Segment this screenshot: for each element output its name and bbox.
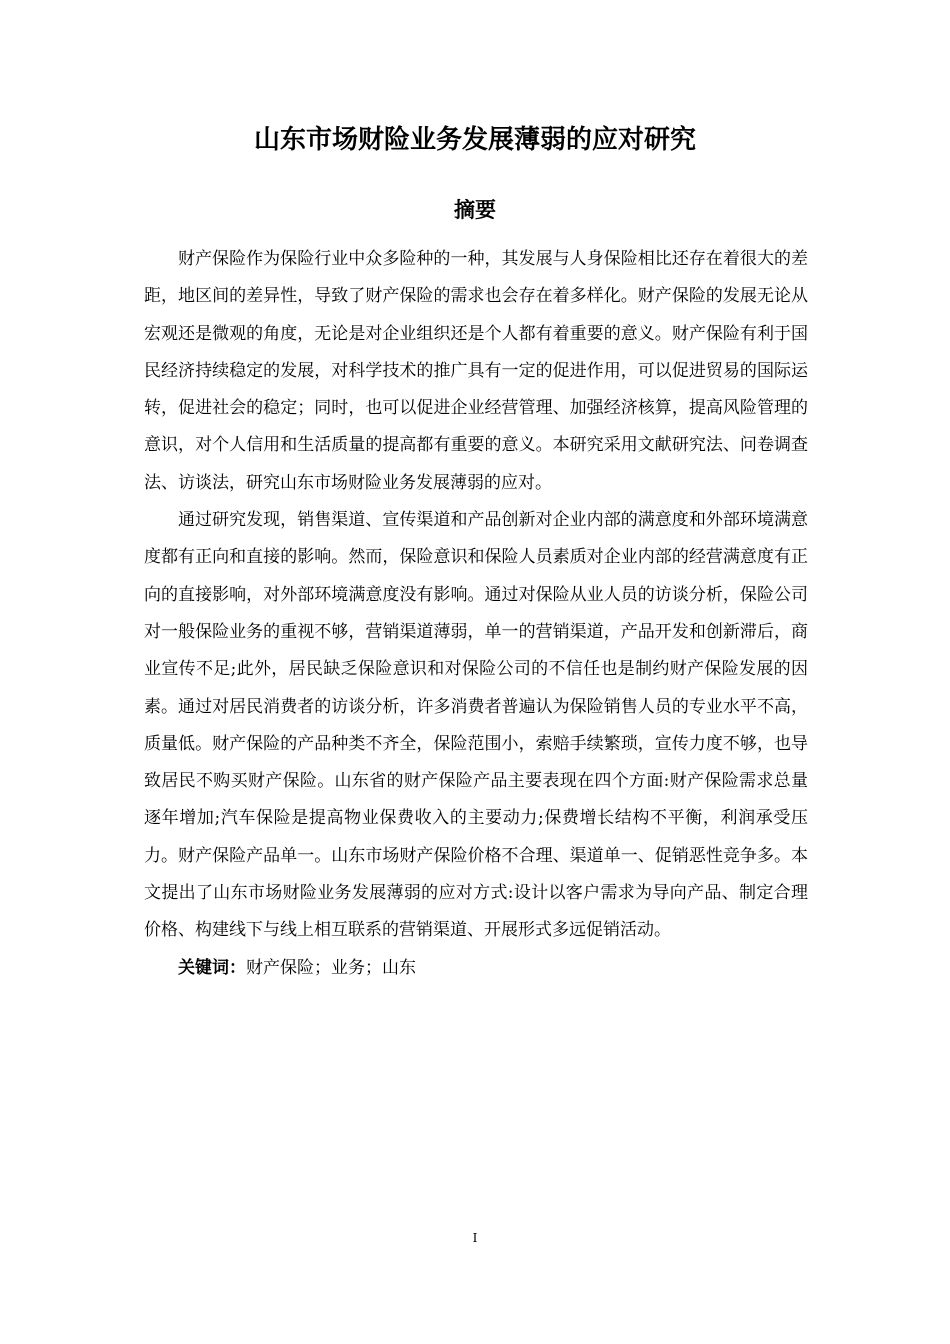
abstract-heading: 摘要 <box>454 198 496 222</box>
page-number: I <box>472 1231 478 1245</box>
abstract-paragraph: 财产保险作为保险行业中众多险种的一种，其发展与人身保险相比还存在着很大的差距，地区间的差异性，导致了财产保险的需求也会存在着多样化。财产保险的发展无论从宏观还是微观的角度，无论是对企业组织还是个人都有着重要的意义。财产保险有利于国民经济持续稳定的发展，对科学技术的推广具有一定的促进作用，可以促进贸易的国际运转，促进社会的稳定；同时，也可以促进企业经营管理、加强经济核算，提高风险管理的意识，对个人信用和生活质量的提高都有重要的意义。本研究采用文献研究法、问卷调查法、访谈法，研究山东市场财险业务发展薄弱的应对。 <box>144 249 808 493</box>
keywords-line <box>144 950 808 987</box>
keywords-value: 财产保险；业务；山东 <box>246 957 416 978</box>
document-title: 山东市场财险业务发展薄弱的应对研究 <box>253 125 696 155</box>
keywords-label: 关键词： <box>178 957 246 978</box>
abstract-paragraph: 通过研究发现，销售渠道、宣传渠道和产品创新对企业内部的满意度和外部环境满意度都有正向和直接的影响。然而，保险意识和保险人员素质对企业内部的经营满意度有正向的直接影响，对外部环境满意度没有影响。通过对保险从业人员的访谈分析，保险公司对一般保险业务的重视不够，营销渠道薄弱，单一的营销渠道，产品开发和创新滞后，商业宣传不足;此外，居民缺乏保险意识和对保险公司的不信任也是制约财产保险发展的因素。通过对居民消费者的访谈分析，许多消费者普遍认为保险销售人员的专业水平不高，质量低。财产保险的产品种类不齐全，保险范围小，索赔手续繁琐，宣传力度不够，也导致居民不购买财产保险。山东省的财产保险产品主要表现在四个方面:财产保险需求总量逐年增加;汽车保险是提高物业保费收入的主要动力;保费增长结构不平衡，利润承受压力。财产保险产品单一。山东市场财产保险价格不合理、渠道单一、促销恶性竞争多。本文提出了山东市场财险业务发展薄弱的应对方式:设计以客户需求为导向产品、制定合理价格、构建线下与线上相互联系的营销渠道、开展形式多远促销活动。 <box>144 510 808 941</box>
abstract-body <box>144 241 808 987</box>
